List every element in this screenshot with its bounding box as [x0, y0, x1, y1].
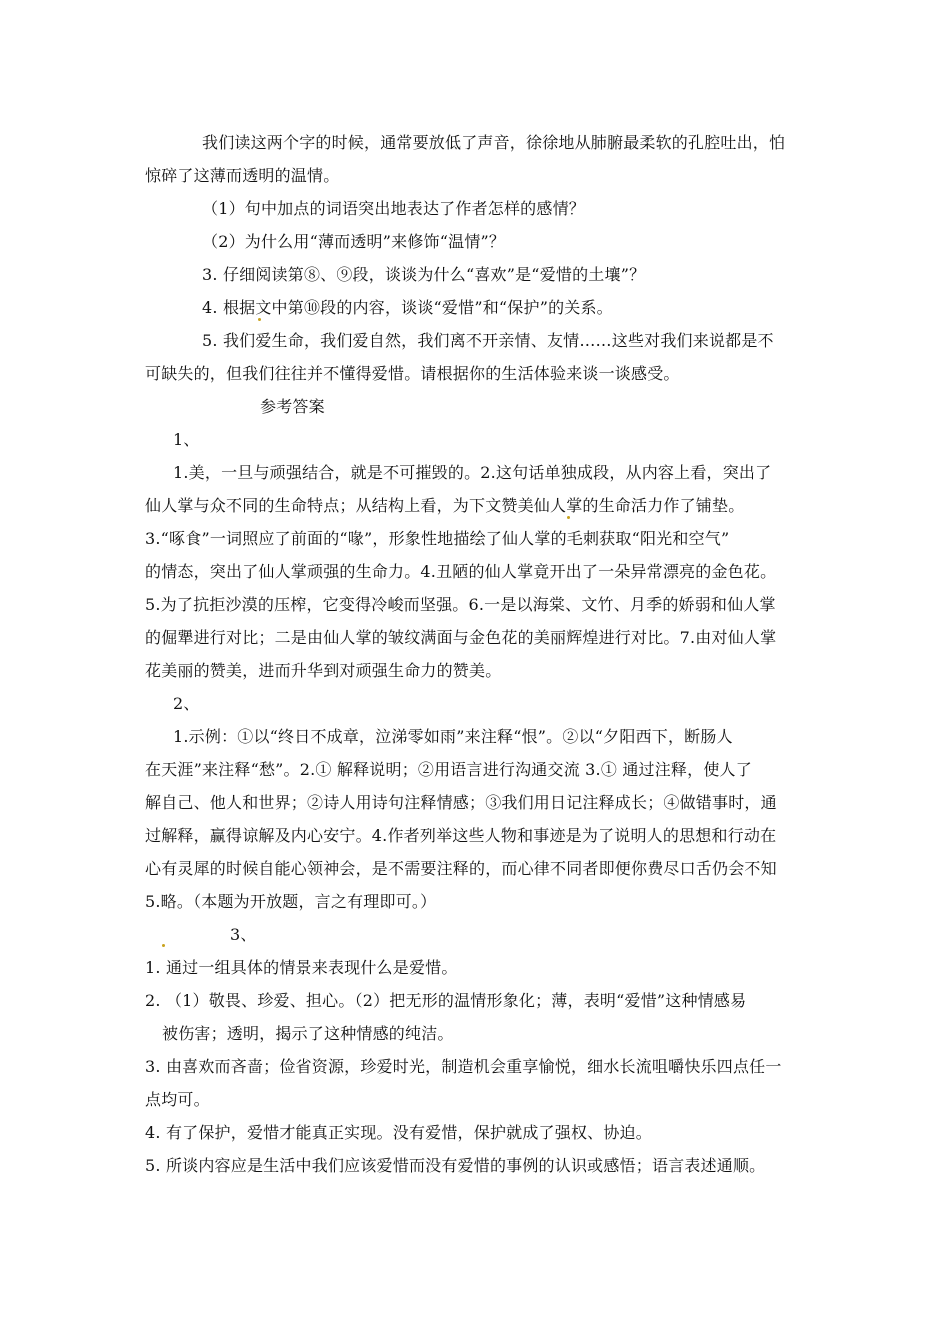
answer-line: 3. 由喜欢而吝啬；俭省资源，珍爱时光，制造机会重享愉悦，细水长流咀嚼快乐四点任一 — [145, 1057, 782, 1076]
answer-line: 解自己、他人和世界；②诗人用诗句注释情感；③我们用日记注释成长；④做错事时，通 — [145, 793, 777, 812]
answer-line: 的倔犟进行对比；二是由仙人掌的皱纹满面与金色花的美丽辉煌进行对比。7.由对仙人掌 — [145, 628, 777, 647]
question-line: 5. 我们爱生命，我们爱自然，我们离不开亲情、友情……这些对我们来说都是不 — [202, 331, 774, 350]
question-line: 3. 仔细阅读第⑧、⑨段，谈谈为什么“喜欢”是“爱惜的土壤”？ — [202, 265, 646, 284]
answer-line: 在天涯”来注释“愁”。2.① 解释说明；②用语言进行沟通交流 3.① 通过注释，使人了 — [145, 760, 752, 779]
emphasis-dot — [567, 516, 570, 519]
emphasis-dot — [258, 318, 261, 321]
answer-line: 2. （1）敬畏、珍爱、担心。（2）把无形的温情形象化；薄，表明“爱惜”这种情感易 — [145, 991, 747, 1010]
answer-line: 仙人掌与众不同的生命特点；从结构上看，为下文赞美仙人掌的生命活力作了铺垫。 — [145, 496, 745, 515]
question-line: （2）为什么用“薄而透明”来修饰“温情”？ — [202, 232, 506, 251]
answer-line: 3.“啄食”一词照应了前面的“喙”，形象性地描绘了仙人掌的毛刺获取“阳光和空气” — [145, 529, 730, 548]
answer-heading: 参考答案 — [260, 397, 325, 416]
section-number: 2、 — [173, 694, 200, 713]
paragraph-line: 惊碎了这薄而透明的温情。 — [145, 166, 340, 185]
answer-line: 过解释，赢得谅解及内心安宁。4.作者列举这些人物和事迹是为了说明人的思想和行动在 — [145, 826, 777, 845]
answer-line: 1.示例：①以“终日不成章，泣涕零如雨”来注释“恨”。②以“夕阳西下，断肠人 — [173, 727, 733, 746]
answer-line: 的情态，突出了仙人掌顽强的生命力。4.丑陋的仙人掌竟开出了一朵异常漂亮的金色花。 — [145, 562, 777, 581]
answer-line: 4. 有了保护，爱惜才能真正实现。没有爱惜，保护就成了强权、协迫。 — [145, 1123, 652, 1142]
answer-line: 花美丽的赞美，进而升华到对顽强生命力的赞美。 — [145, 661, 502, 680]
answer-line: 被伤害；透明，揭示了这种情感的纯洁。 — [162, 1024, 454, 1043]
emphasis-dot — [162, 944, 165, 947]
answer-line: 5. 所谈内容应是生活中我们应该爱惜而没有爱惜的事例的认识或感悟；语言表述通顺。 — [145, 1156, 766, 1175]
paragraph-line: 我们读这两个字的时候，通常要放低了声音，徐徐地从肺腑最柔软的孔腔吐出，怕 — [202, 133, 786, 152]
section-number: 3、 — [230, 925, 257, 944]
answer-line: 5.略。（本题为开放题，言之有理即可。） — [145, 892, 437, 911]
answer-line: 1. 通过一组具体的情景来表现什么是爱惜。 — [145, 958, 458, 977]
section-number: 1、 — [173, 430, 200, 449]
answer-line: 5.为了抗拒沙漠的压榨，它变得冷峻而坚强。6.一是以海棠、文竹、月季的娇弱和仙人掌 — [145, 595, 776, 614]
question-line: 可缺失的，但我们往往并不懂得爱惜。请根据你的生活体验来谈一谈感受。 — [145, 364, 680, 383]
answer-line: 1.美，一旦与顽强结合，就是不可摧毁的。2.这句话单独成段，从内容上看，突出了 — [173, 463, 772, 482]
answer-line: 点均可。 — [145, 1090, 210, 1109]
question-line: （1）句中加点的词语突出地表达了作者怎样的感情？ — [202, 199, 585, 218]
answer-line: 心有灵犀的时候自能心领神会，是不需要注释的，而心律不同者即便你费尽口舌仍会不知 — [145, 859, 777, 878]
question-line: 4. 根据文中第⑩段的内容，谈谈“爱惜”和“保护”的关系。 — [202, 298, 613, 317]
